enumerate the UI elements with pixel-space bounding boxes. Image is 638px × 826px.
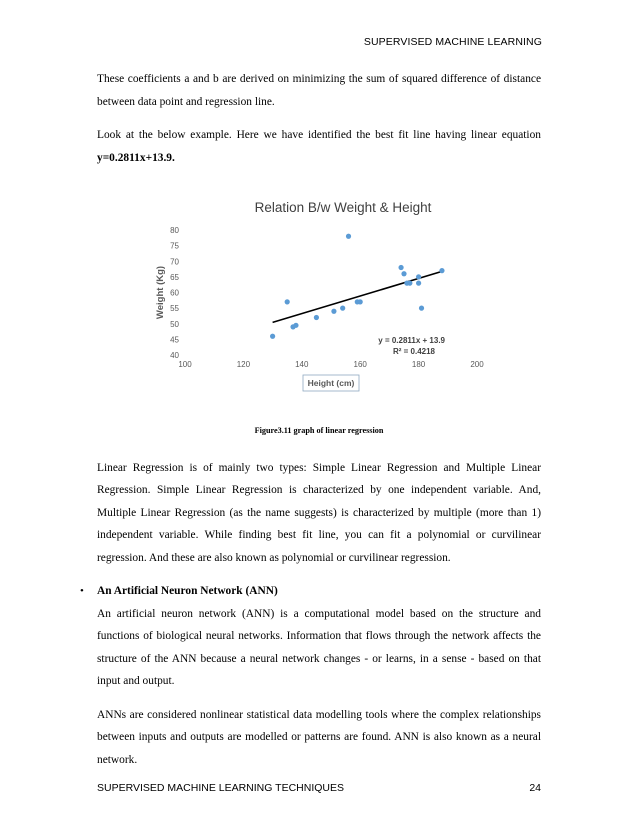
data-point <box>419 306 424 311</box>
x-tick-label: 180 <box>411 360 426 369</box>
data-point <box>416 274 421 279</box>
running-header: SUPERVISED MACHINE LEARNING <box>363 36 542 48</box>
data-point <box>340 306 345 311</box>
data-point <box>331 309 336 314</box>
data-point <box>416 281 421 286</box>
figure-caption: Figure3.11 graph of linear regression <box>254 426 384 435</box>
paragraph-regression-types: Linear Regression is of mainly two types: Simple Linear Regression and Multiple Linear Regression. Simple Linear Regression is characterized by one independent variable. And, Multiple Linear Regression (as the name suggests) is characterized by multiple (more than 1) independent variable. While finding best fit line, you can fit a polynomial or curvilinear regression. And these are also known as polynomial or curvilinear regression. <box>97 461 541 564</box>
x-tick-label: 160 <box>353 360 367 369</box>
x-tick-label: 100 <box>178 360 192 369</box>
page-number: 24 <box>529 782 541 794</box>
trendline-equation: y = 0.2811x + 13.9 <box>378 336 445 345</box>
y-tick-label: 45 <box>170 335 179 345</box>
x-tick-label: 200 <box>470 360 484 369</box>
paragraph-example <box>97 124 541 169</box>
ann-section <box>80 580 541 771</box>
bullet-icon: • <box>80 585 84 597</box>
data-point <box>314 315 319 320</box>
chart-container <box>97 180 541 420</box>
y-tick-label: 60 <box>170 288 179 298</box>
example-text: Look at the below example. Here we have identified the best fit line having linear equation <box>97 129 541 141</box>
data-point <box>439 268 444 273</box>
data-point <box>285 299 290 304</box>
x-tick-label: 120 <box>236 360 251 369</box>
y-tick-label: 40 <box>170 351 179 360</box>
y-tick-label: 70 <box>170 257 179 267</box>
scatter-chart <box>97 180 541 420</box>
data-point <box>358 299 363 304</box>
data-point <box>398 265 403 270</box>
y-tick-label: 50 <box>170 319 179 329</box>
paragraph-coefficients: These coefficients a and b are derived on minimizing the sum of squared difference of distance between data point and regression line. <box>97 73 541 108</box>
x-axis-label: Height (cm) <box>307 378 355 388</box>
y-tick-label: 65 <box>170 272 179 282</box>
chart-title: Relation B/w Weight & Height <box>254 200 432 215</box>
data-point <box>346 234 351 239</box>
y-tick-label: 75 <box>170 241 179 251</box>
paragraph-ann-nonlinear: ANNs are considered nonlinear statistical data modelling tools where the complex relationships between inputs and outputs are modelled or patterns are found. ANN is also known as a neural network. <box>97 708 541 766</box>
data-point <box>401 271 406 276</box>
x-tick-label: 140 <box>295 360 309 369</box>
page-footer <box>97 782 541 794</box>
y-axis-label: Weight (Kg) <box>155 265 166 320</box>
y-tick-label: 55 <box>170 304 179 314</box>
data-point <box>293 323 298 328</box>
trendline <box>273 271 442 322</box>
ann-heading: An Artificial Neuron Network (ANN) <box>97 585 278 597</box>
paragraph-ann-definition: An artificial neuron network (ANN) is a computational model based on the structure and functions of biological neural networks. Information that flows through the network affects the structure of the ANN because a neural network changes - or learns, in a sense - based on that input and output. <box>97 607 541 687</box>
data-point <box>270 334 275 339</box>
y-tick-label: 80 <box>170 226 179 235</box>
page-content <box>80 68 541 782</box>
r-squared-label: R² = 0.4218 <box>392 347 435 356</box>
data-point <box>407 281 412 286</box>
footer-title: SUPERVISED MACHINE LEARNING TECHNIQUES <box>97 782 344 794</box>
regression-equation: y=0.2811x+13.9. <box>97 151 175 164</box>
